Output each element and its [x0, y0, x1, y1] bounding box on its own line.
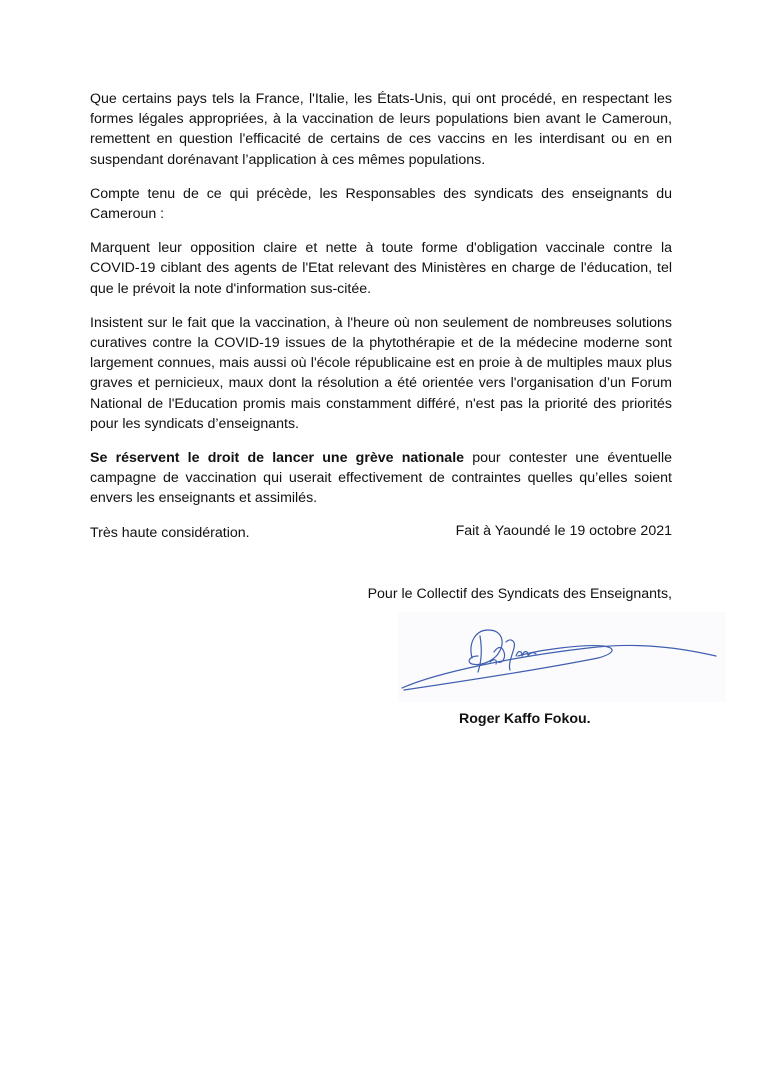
paragraph-considering: Compte tenu de ce qui précède, les Responsables des syndicats des enseignants du Cameroun :: [90, 185, 672, 223]
paragraph-strike: [90, 448, 672, 509]
letter-body: [90, 89, 672, 557]
paragraph-insistence: Insistent sur le fait que la vaccination, à l'heure où non seulement de nombreuses solutions curatives contre la COVID-19 issues de la phytothérapie et de la médecine moderne sont largement connues, mais aussi où l'école républicaine est en proie à de multiples maux plus graves et pernicieux, maux dont la résolution a été orientée vers l'organisation d’un Forum National de l'Education promis mais constamment différé, n'est pas la priorité des priorités pour les syndicats d’enseignants.: [90, 314, 672, 432]
paragraph-opposition: Marquent leur opposition claire et nette à toute forme d'obligation vaccinale contre la COVID-19 ciblant des agents de l'Etat relevant des Ministères en charge de l'éducation, tel que le prévoit la note d'information sus-citée.: [90, 240, 672, 297]
signoff-line: Pour le Collectif des Syndicats des Enseignants,: [367, 586, 672, 602]
signer-name: Roger Kaffo Fokou.: [459, 711, 591, 727]
strike-rest: pour contester une éventuelle campagne de vaccination qui userait effectivement de contraintes quelles qu’elles soient envers les enseignants et assimilés.: [90, 450, 672, 507]
paragraph-countries: Que certains pays tels la France, l'Italie, les États-Unis, qui ont procédé, en respectant les formes légales appropriées, à la vaccination de leurs populations bien avant le Cameroun, remettent en question l'efficacité de certains de ces vaccins en les interdisant ou en en suspendant dorénavant l’application à ces mêmes populations.: [90, 91, 672, 168]
closing-salutation: Très haute considération.: [90, 524, 250, 541]
handwritten-signature: [398, 612, 726, 702]
strike-emphasis: Se réservent le droit de lancer une grève nationale: [90, 450, 465, 467]
date-place-line: Fait à Yaoundé le 19 octobre 2021: [455, 523, 672, 539]
